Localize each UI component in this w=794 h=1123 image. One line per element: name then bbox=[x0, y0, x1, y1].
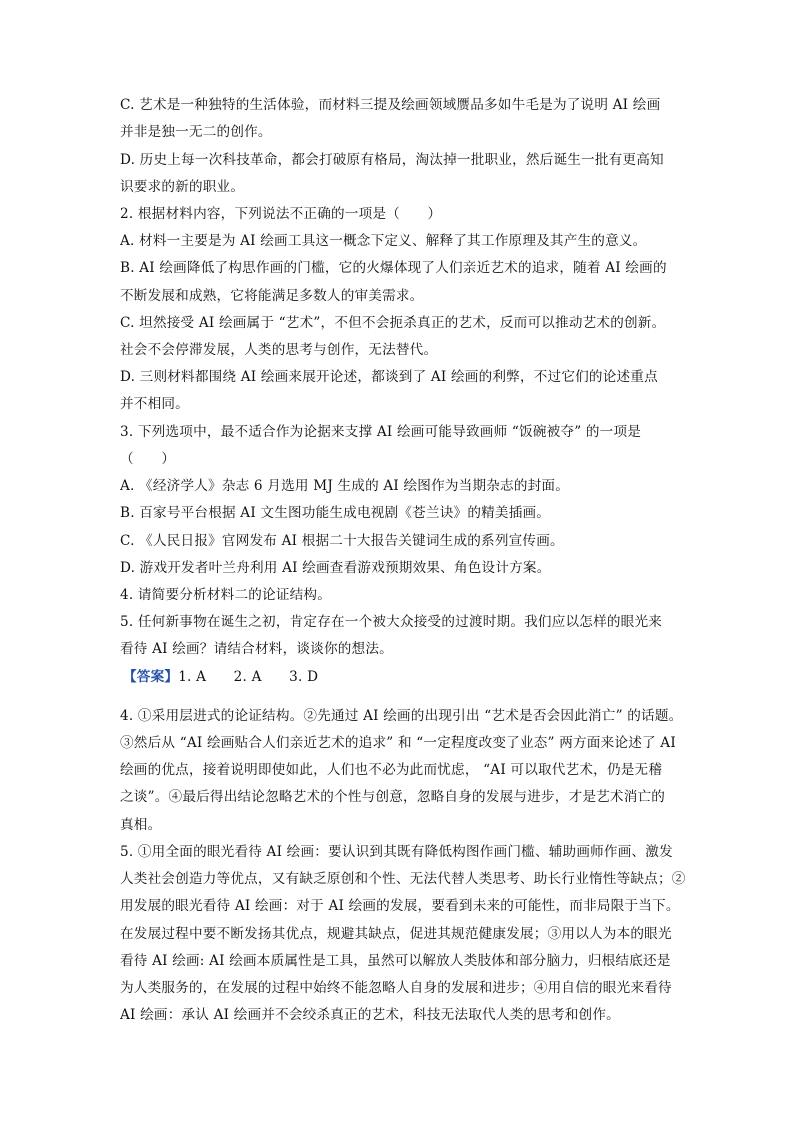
q2-option-b-line-1: B. AI 绘画降低了构思作画的门槛，它的火爆体现了人们亲近艺术的追求，随着 AI 绘画的 bbox=[120, 260, 667, 276]
answer-choices: 1. A 2. A 3. D bbox=[178, 669, 319, 685]
q3-option-d: D. 游戏开发者叶兰舟利用 AI 绘画查看游戏预期效果、角色设计方案。 bbox=[120, 560, 551, 576]
answer-5-line-3: 用发展的眼光看待 AI 绘画：对于 AI 绘画的发展，要看到未来的可能性，而非局限于当下。 bbox=[120, 898, 680, 914]
answer-5-line-4: 在发展过程中要不断发扬其优点，规避其缺点，促进其规范健康发展；③用以人为本的眼光 bbox=[120, 926, 672, 942]
q2-option-b-line-2: 不断发展和成熟，它将能满足多数人的审美需求。 bbox=[120, 288, 424, 304]
answer-5-line-5: 看待 AI 绘画: AI 绘画本质属性是工具，虽然可以解放人类肢体和部分脑力，归根结底还是 bbox=[120, 953, 671, 969]
q3-option-c: C. 《人民日报》官网发布 AI 根据二十大报告关键词生成的系列宣传画。 bbox=[120, 533, 564, 549]
answer-5-line-1: 5. ①用全面的眼光看待 AI 绘画：要认识到其既有降低构图作画门槛、辅助画师作画、激发 bbox=[120, 844, 673, 860]
q3-option-a: A. 《经济学人》杂志 6 月选用 MJ 生成的 AI 绘图作为当期杂志的封面。 bbox=[120, 478, 570, 494]
answer-4-line-3: 绘画的优点，接着说明即使如此，人们也不必为此而忧虑， “AI 可以取代艺术，仍是无稽 bbox=[120, 762, 663, 778]
answer-5-line-2: 人类社会创造力等优点，又有缺乏原创和个性、无法代替人类思考、助长行业惰性等缺点；② bbox=[120, 871, 686, 887]
question-4-stem: 4. 请简要分析材料二的论证结构。 bbox=[120, 587, 332, 603]
q3-option-b: B. 百家号平台根据 AI 文生图功能生成电视剧《苍兰诀》的精美插画。 bbox=[120, 505, 551, 521]
answer-4-line-5: 真相。 bbox=[120, 817, 162, 833]
answer-key-row bbox=[123, 667, 318, 687]
question-2-stem: 2. 根据材料内容，下列说法不正确的一项是（ ） bbox=[120, 206, 442, 222]
question-5-stem-line-2: 看待 AI 绘画？请结合材料，谈谈你的想法。 bbox=[120, 641, 393, 657]
answer-4-line-4: 之谈”。④最后得出结论忽略艺术的个性与创意，忽略自身的发展与进步，才是艺术消亡的 bbox=[120, 789, 666, 805]
answer-5-line-6: 为人类服务的，在发展的过程中始终不能忽略人自身的发展和进步；④用自信的眼光来看待 bbox=[120, 980, 672, 996]
answer-4-line-2: ③然后从 “AI 绘画贴合人们亲近艺术的追求” 和 “一定程度改变了业态” 两方面来论述了 AI bbox=[120, 735, 676, 751]
question-3-blank: （ ） bbox=[120, 451, 176, 467]
q2-option-c-line-2: 社会不会停滞发展，人类的思考与创作，无法替代。 bbox=[120, 342, 438, 358]
question-3-stem: 3. 下列选项中，最不适合作为论据来支撑 AI 绘画可能导致画师 “饭碗被夺” 的一项是 bbox=[120, 424, 642, 440]
q2-option-d-line-1: D. 三则材料都围绕 AI 绘画来展开论述，都谈到了 AI 绘画的利弊，不过它们的论述重点 bbox=[120, 369, 658, 385]
answer-tag: 【答案】 bbox=[123, 669, 179, 685]
option-d-line-2: 识要求的新的职业。 bbox=[120, 179, 245, 195]
answer-5-line-7: AI 绘画：承认 AI 绘画并不会绞杀真正的艺术，科技无法取代人类的思考和创作。 bbox=[120, 1007, 620, 1023]
q2-option-a: A. 材料一主要是为 AI 绘画工具这一概念下定义、解释了其工作原理及其产生的意义。 bbox=[120, 233, 647, 249]
q2-option-d-line-2: 并不相同。 bbox=[120, 396, 189, 412]
q2-option-c-line-1: C. 坦然接受 AI 绘画属于 “艺术”，不但不会扼杀真正的艺术，反而可以推动艺术的创新。 bbox=[120, 315, 666, 331]
option-c-line-2: 并非是独一无二的创作。 bbox=[120, 124, 272, 140]
answer-4-line-1: 4. ①采用层进式的论证结构。②先通过 AI 绘画的出现引出 “艺术是否会因此消亡” 的话题。 bbox=[120, 708, 683, 724]
option-d-line-1: D. 历史上每一次科技革命，都会打破原有格局，淘汰掉一批职业，然后诞生一批有更高知 bbox=[120, 152, 664, 168]
question-5-stem-line-1: 5. 任何新事物在诞生之初，肯定存在一个被大众接受的过渡时期。我们应以怎样的眼光来 bbox=[120, 614, 663, 630]
option-c-line-1: C. 艺术是一种独特的生活体验，而材料三提及绘画领域赝品多如牛毛是为了说明 AI 绘画 bbox=[120, 97, 661, 113]
